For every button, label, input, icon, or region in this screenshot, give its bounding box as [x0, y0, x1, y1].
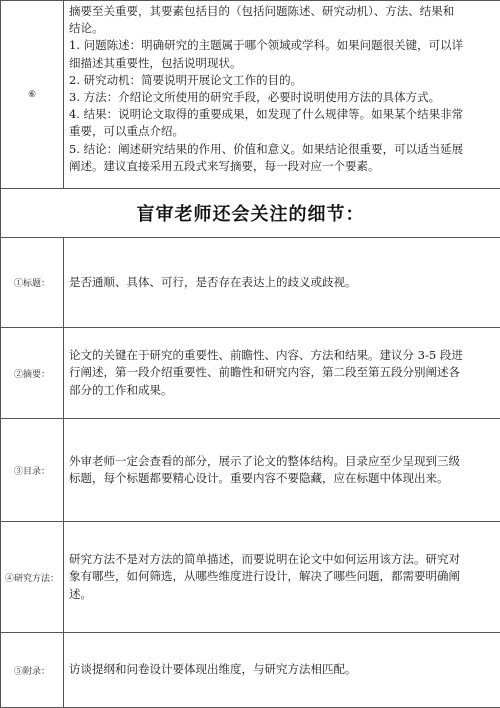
content-line: 3. 方法：介绍论文所使用的研究手段，必要时说明使用方法的具体方式。 — [69, 89, 492, 106]
content-line: 细描述其重要性，包括说明现状。 — [69, 55, 492, 72]
content-line: 述。 — [69, 586, 492, 603]
row-content — [64, 522, 500, 633]
row-content — [64, 328, 500, 419]
content-line: 部分的工作和成果。 — [69, 382, 492, 399]
row-label: ①标题： — [1, 238, 64, 328]
row-label: ⑤附录： — [1, 633, 64, 708]
row-content — [64, 633, 500, 708]
content-line: 阐述。建议直接采用五段式来写摘要，每一段对应一个要素。 — [69, 158, 492, 175]
content-line: 4. 结果：说明论文取得的重要成果，如发现了什么规律等。如果某个结果非常 — [69, 106, 492, 123]
content-line: 外审老师一定会查看的部分，展示了论文的整体结构。目录应至少呈现到三级 — [69, 453, 492, 470]
row-content — [64, 419, 500, 522]
abstract-elements-row — [1, 1, 500, 189]
detail-row-title — [1, 238, 500, 328]
content-line: 2. 研究动机：简要说明开展论文工作的目的。 — [69, 72, 492, 89]
section-heading: 盲审老师还会关注的细节： — [1, 189, 500, 238]
content-line: 象有哪些，如何筛选，从哪些维度进行设计，解决了哪些问题，都需要明确阐 — [69, 568, 492, 585]
content-line: 重要，可以重点介绍。 — [69, 123, 492, 140]
detail-row-appendix — [1, 633, 500, 708]
content-line: 标题，每个标题都要精心设计。重要内容不要隐藏，应在标题中体现出来。 — [69, 470, 492, 487]
detail-row-toc — [1, 419, 500, 522]
row-label: ④研究方法： — [1, 522, 64, 633]
content-line: 结论。 — [69, 20, 492, 37]
content-line: 访谈提纲和问卷设计要体现出维度，与研究方法相匹配。 — [69, 661, 492, 678]
content-line: 论文的关键在于研究的重要性、前瞻性、内容、方法和结果。建议分 3-5 段进 — [69, 347, 492, 364]
content-line: 行阐述，第一段介绍重要性、前瞻性和研究内容，第二段至第五段分别阐述各 — [69, 364, 492, 381]
row-label: ②摘要： — [1, 328, 64, 419]
row-label: ⑥ — [1, 1, 64, 189]
content-line: 研究方法不是对方法的简单描述，而要说明在论文中如何运用该方法。研究对 — [69, 551, 492, 568]
detail-row-abstract — [1, 328, 500, 419]
content-line: 1. 问题陈述：明确研究的主题属于哪个领域或学科。如果问题很关键，可以详 — [69, 37, 492, 54]
row-content — [64, 238, 500, 328]
detail-row-method — [1, 522, 500, 633]
content-line: 摘要至关重要，其要素包括目的（包括问题陈述、研究动机）、方法、结果和 — [69, 3, 492, 20]
content-line: 5. 结论：阐述研究结果的作用、价值和意义。如果结论很重要，可以适当延展 — [69, 141, 492, 158]
row-label: ③目录： — [1, 419, 64, 522]
abstract-elements-content — [64, 1, 500, 189]
section-heading-row — [1, 189, 500, 238]
content-line: 是否通顺、具体、可行，是否存在表达上的歧义或歧视。 — [69, 274, 492, 291]
